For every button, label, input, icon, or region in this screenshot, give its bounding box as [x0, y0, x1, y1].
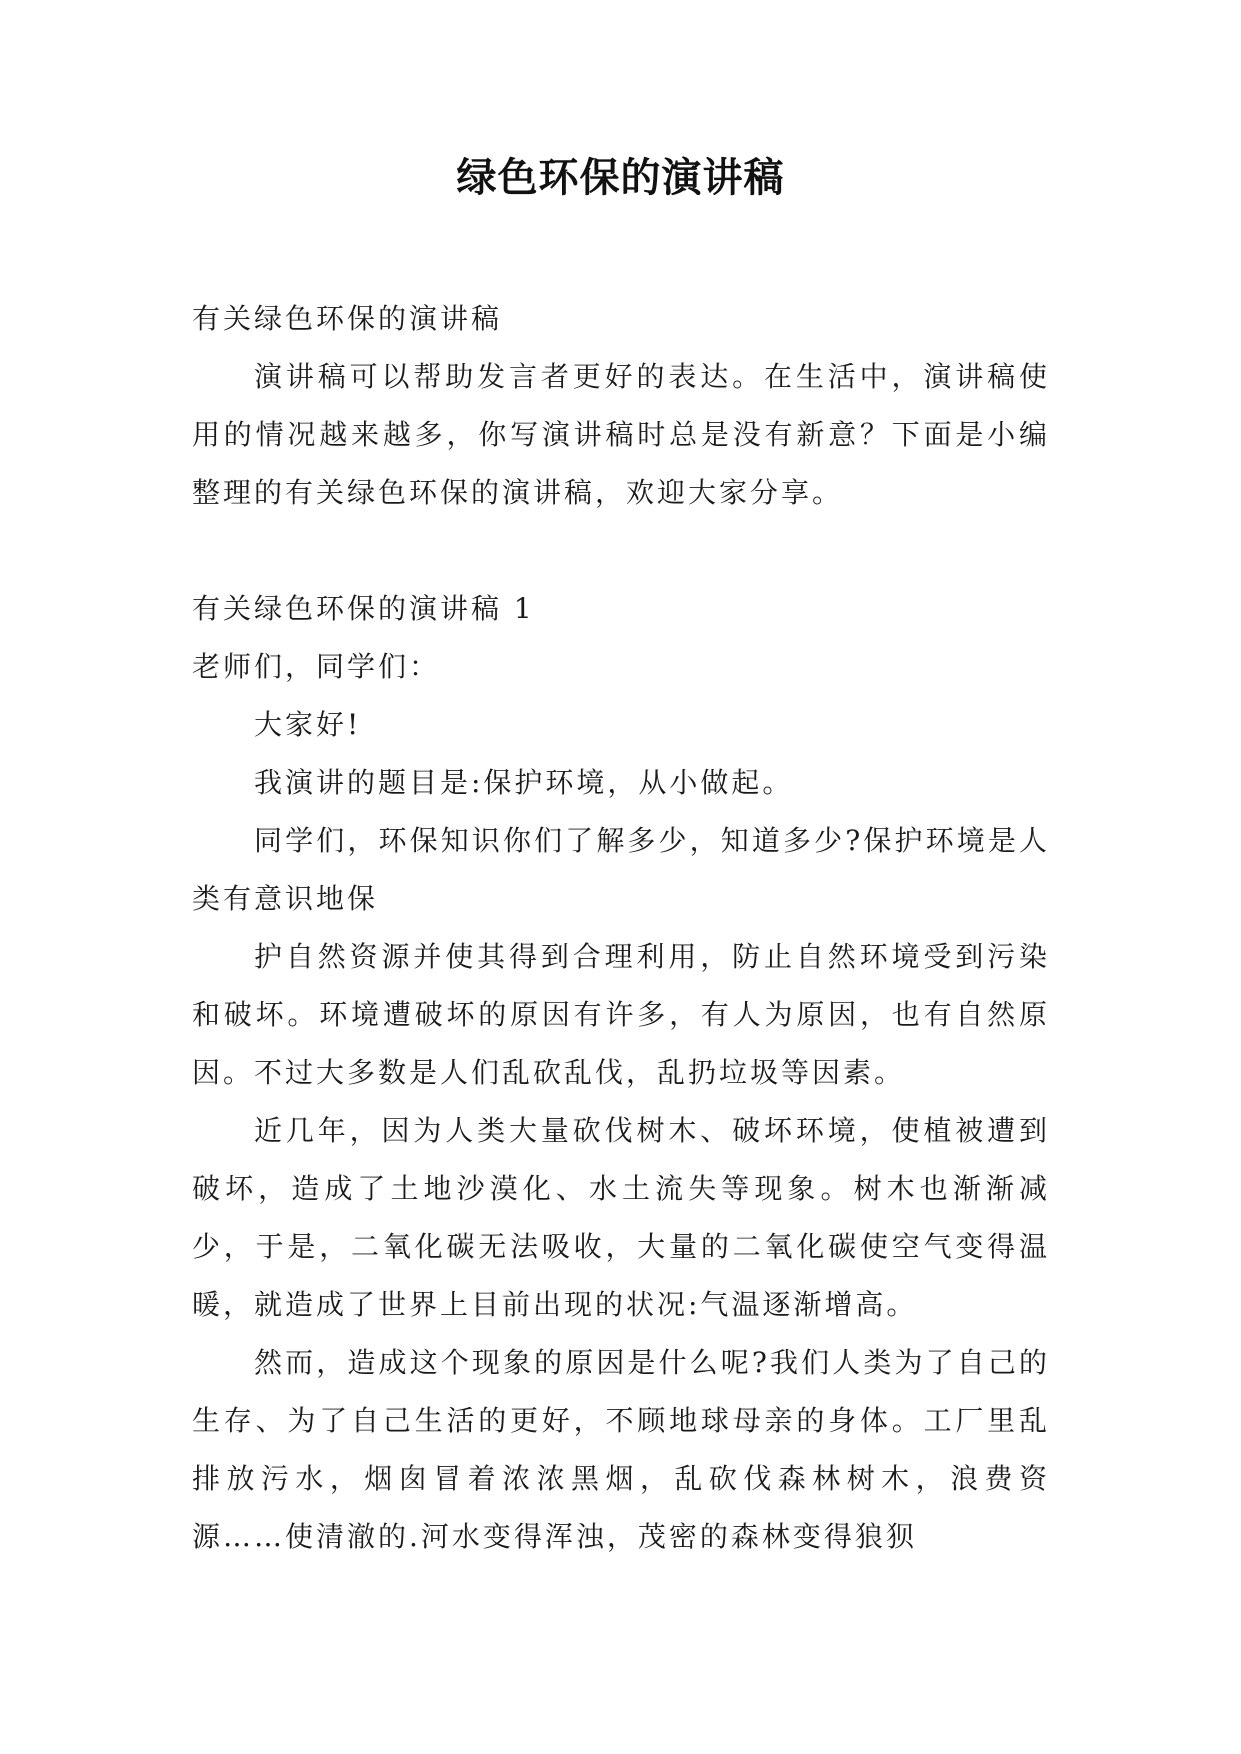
body-paragraph: 然而，造成这个现象的原因是什么呢?我们人类为了自己的生存、为了自己生活的更好，不顾地球母亲的身体。工厂里乱排放污水，烟囱冒着浓浓黑烟，乱砍伐森林树木，浪费资源……使清澈的.河水变得浑浊，茂密的森林变得狼狈	[192, 1346, 1050, 1553]
salutation: 老师们，同学们：	[192, 650, 441, 683]
document-title: 绿色环保的演讲稿	[456, 155, 785, 201]
document-body	[192, 290, 1050, 1566]
intro-paragraph: 演讲稿可以帮助发言者更好的表达。在生活中，演讲稿使用的情况越来越多，你写演讲稿时总是没有新意？下面是小编整理的有关绿色环保的演讲稿，欢迎大家分享。	[192, 360, 1050, 509]
body-paragraph: 护自然资源并使其得到合理利用，防止自然环境受到污染和破坏。环境遭破坏的原因有许多，有人为原因，也有自然原因。不过大多数是人们乱砍乱伐，乱扔垃圾等因素。	[192, 940, 1050, 1089]
paragraph-spacer	[192, 522, 1050, 580]
section-heading: 有关绿色环保的演讲稿 1	[192, 592, 535, 625]
body-paragraph: 同学们，环保知识你们了解多少，知道多少?保护环境是人类有意识地保	[192, 824, 1050, 915]
subtitle: 有关绿色环保的演讲稿	[192, 302, 503, 335]
body-paragraph: 近几年，因为人类大量砍伐树木、破坏环境，使植被遭到破坏，造成了土地沙漠化、水土流失等现象。树木也渐渐减少，于是，二氧化碳无法吸收，大量的二氧化碳使空气变得温暖，就造成了世界上目前出现的状况:气温逐渐增高。	[192, 1114, 1050, 1321]
body-paragraph: 大家好!	[254, 708, 362, 741]
body-paragraph: 我演讲的题目是:保护环境，从小做起。	[254, 766, 794, 799]
